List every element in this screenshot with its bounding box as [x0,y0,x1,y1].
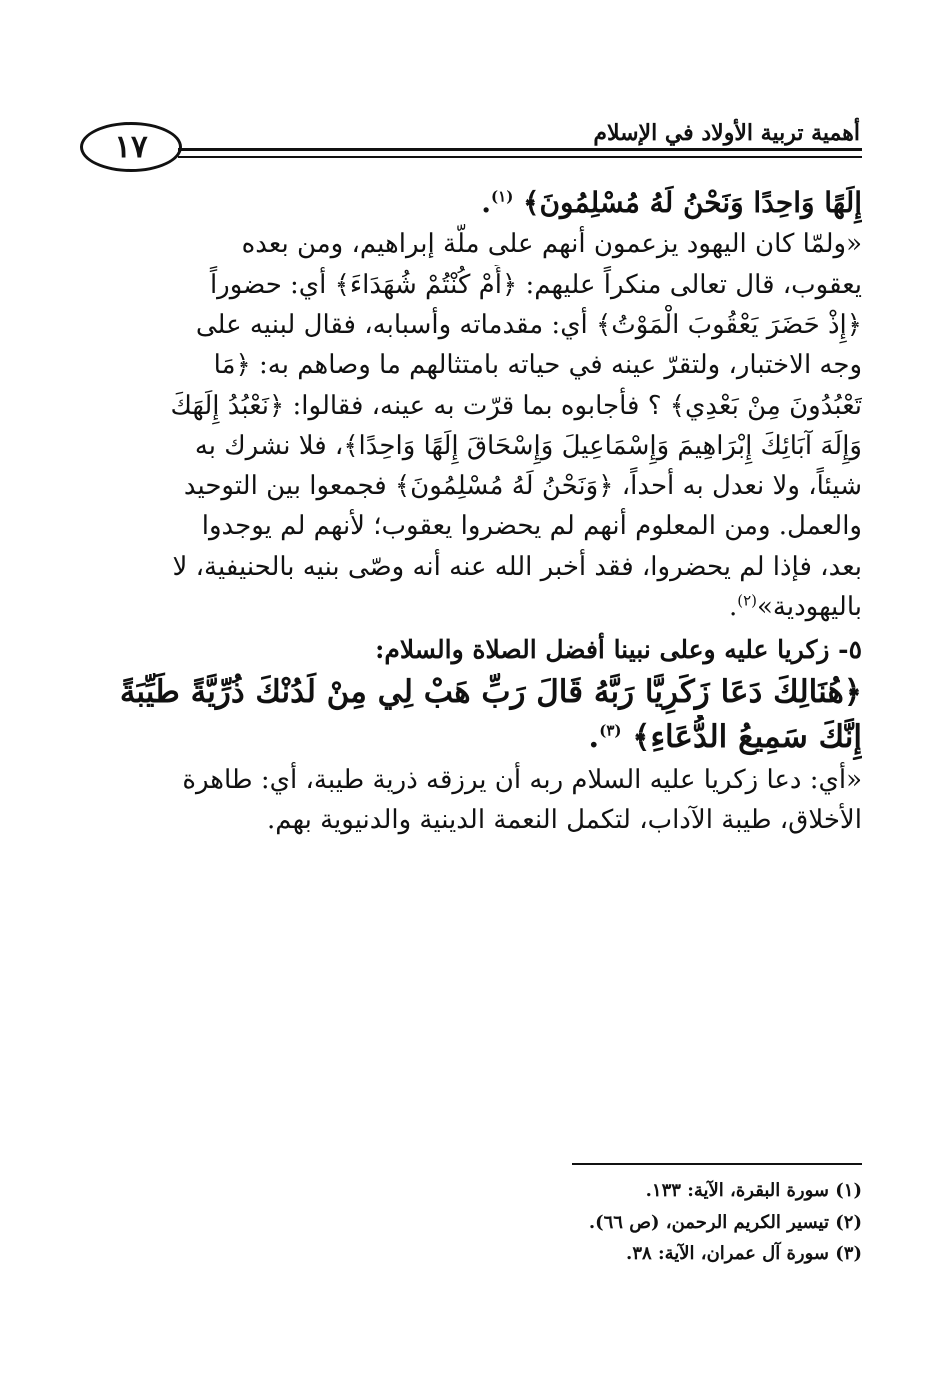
footnote-3: (٣) سورة آل عمران، الآية: ٣٨. [626,1243,862,1264]
line-10-tail: . [728,592,738,623]
page-header [80,118,862,184]
line-0-text: إِلَهًا وَاحِدًا وَنَحْنُ لَهُ مُسْلِمُونَ﴾ [513,186,862,219]
body-line-0 [82,181,862,224]
section-heading: ٥- زكريا عليه وعلى نبينا أفضل الصلاة والسلام: [375,635,862,665]
footnote-1: (١) سورة البقرة، الآية: ١٣٣. [645,1180,862,1201]
footnote-ref-1: (١) [491,187,514,206]
tafsir-line-1: الأخلاق، طيبة الآداب، لتكمل النعمة الدينية والدنيوية بهم. [267,805,862,836]
tafsir-line-0: «أي: دعا زكريا عليه السلام ربه أن يرزقه ذرية طيبة، أي: طاهرة [182,764,862,795]
verse-line-1 [82,715,862,760]
page-body [82,181,862,841]
line-10-text: باليهودية» [756,592,862,623]
body-line-6: وَإِلَهَ آبَائِكَ إِبْرَاهِيمَ وَإِسْمَاعِيلَ وَإِسْحَاقَ إِلَهًا وَاحِدًا﴾، فلا نشرك به [194,430,862,461]
footnote-2: (٢) تيسير الكريم الرحمن، (ص ٦٦). [588,1211,862,1233]
header-rule [178,148,862,151]
page-number: ١٧ [80,122,182,172]
verse-line-1-text: إِنَّكَ سَمِيعُ الدُّعَاءِ﴾ [621,719,862,756]
line-0-tail: . [481,186,492,219]
footnote-separator [572,1163,862,1165]
body-line-9: بعد، فإذا لم يحضروا، فقد أخبر الله عنه أنه وصّى بنيه بالحنيفية، لا [172,551,862,582]
body-line-1: «ولمّا كان اليهود يزعمون أنهم على ملّة إبراهيم، ومن بعده [241,229,862,260]
header-rule-secondary [178,156,862,158]
footnote-ref-2: (٢) [737,591,757,610]
body-line-5: تَعْبُدُونَ مِنْ بَعْدِي﴾ ؟ فأجابوه بما قرّت به عينه، فقالوا: ﴿نَعْبُدُ إِلَهَكَ [170,390,862,421]
body-line-2: يعقوب، قال تعالى منكراً عليهم: ﴿أَمْ كُنْتُمْ شُهَدَاءَ﴾ أي: حضوراً [209,269,862,300]
body-line-10 [82,587,862,627]
footnotes [462,1175,862,1270]
body-line-8: والعمل. ومن المعلوم أنهم لم يحضروا يعقوب؛ لأنهم لم يوجدوا [201,511,862,542]
verse-line-1-tail: . [588,719,600,756]
verse-line-0: ﴿هُنَالِكَ دَعَا زَكَرِيَّا رَبَّهُ قَالَ رَبِّ هَبْ لِي مِنْ لَدُنْكَ ذُرِّيَّةً طَيِّبَةً [119,674,862,711]
footnote-ref-3: (٣) [599,721,622,740]
body-line-3: ﴿إِذْ حَضَرَ يَعْقُوبَ الْمَوْتُ﴾ أي: مقدماته وأسبابه، فقال لبنيه على [195,309,862,340]
body-line-4: وجه الاختبار، ولتقرّ عينه في حياته بامتثالهم ما وصاهم به: ﴿مَا [213,350,862,381]
body-line-7: شيئاً، ولا نعدل به أحداً، ﴿وَنَحْنُ لَهُ مُسْلِمُونَ﴾ فجمعوا بين التوحيد [183,471,862,502]
running-title: أهمية تربية الأولاد في الإسلام [593,120,860,146]
